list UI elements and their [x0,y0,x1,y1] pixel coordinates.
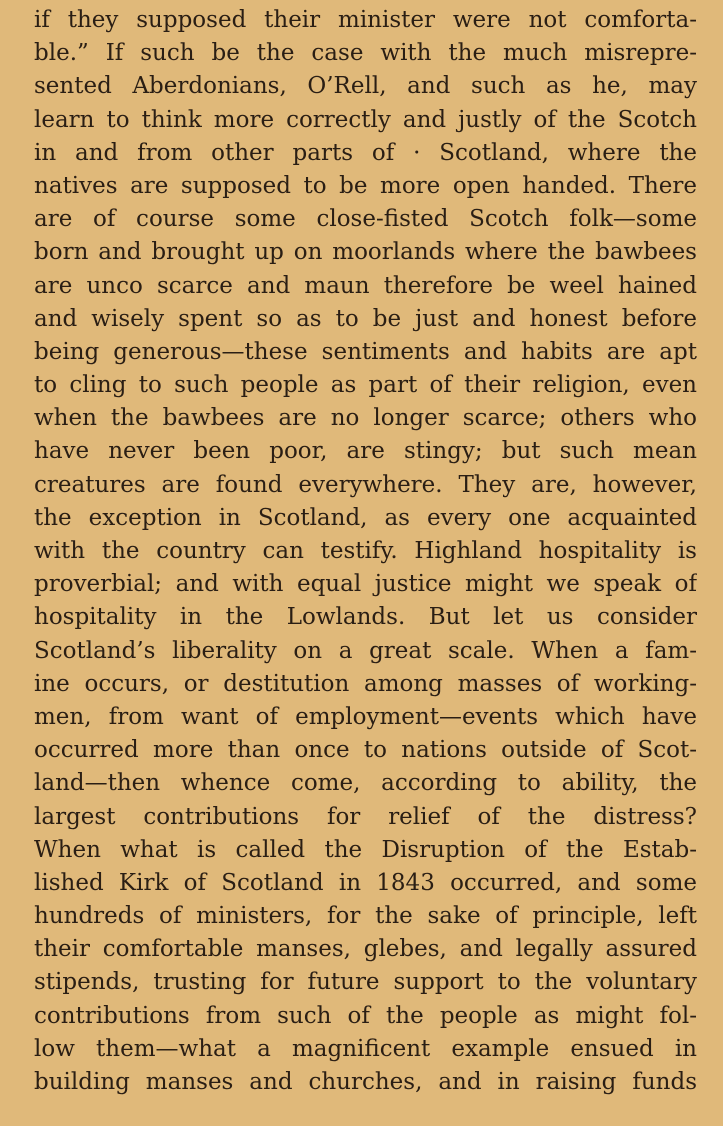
text-line: ine occurs, or destitution among masses of working- [34,670,697,697]
text-line: are unco scarce and maun therefore be weel hained [34,272,697,299]
text-line: building manses and churches, and in raising funds [34,1069,697,1095]
text-line: largest contributions for relief of the distress? [34,803,697,830]
text-line: when the bawbees are no longer scarce; others who [34,405,697,432]
text-line: being generous—these sentiments and habits are apt [34,338,697,365]
text-line: have never been poor, are stingy; but such mean [34,438,697,465]
text-line: hospitality in the Lowlands. But let us consider [34,604,697,631]
text-line: land—then whence come, according to ability, the [34,770,697,797]
text-line: and wisely spent so as to be just and honest before [34,305,697,332]
text-line: are of course some close-fisted Scotch folk—some [34,206,697,233]
text-line: natives are supposed to be more open handed. There [34,172,697,199]
text-line: creatures are found everywhere. They are, however, [34,471,697,498]
text-line: sented Aberdonians, O’Rell, and such as he, may [34,73,697,100]
text-line: occurred more than once to nations outside of Scot- [34,737,697,764]
text-line: with the country can testify. Highland hospitality is [34,538,697,564]
text-line: if they supposed their minister were not comforta- [34,7,697,33]
text-line: lished Kirk of Scotland in 1843 occurred, and some [34,869,697,896]
text-line: learn to think more correctly and justly of the Scotch [34,106,697,133]
page-text [34,4,697,1099]
text-line: proverbial; and with equal justice might we speak of [34,571,697,598]
text-line: born and brought up on moorlands where the bawbees [34,239,697,266]
text-line: low them—what a magnificent example ensued in [34,1035,697,1062]
text-line: in and from other parts of · Scotland, where the [34,139,697,166]
text-line: their comfortable manses, glebes, and legally assured [34,936,697,963]
text-line: contributions from such of the people as might fol- [34,1002,697,1029]
text-line: stipends, trusting for future support to the voluntary [34,969,697,996]
text-line: ble.” If such be the case with the much misrepre- [34,40,697,67]
text-line: to cling to such people as part of their religion, even [34,372,697,399]
text-line: men, from want of employment—events which have [34,703,697,730]
text-line: the exception in Scotland, as every one acquainted [34,504,697,531]
text-line: When what is called the Disruption of the Estab- [34,836,697,863]
text-line: Scotland’s liberality on a great scale. When a fam- [34,637,697,664]
text-line: hundreds of ministers, for the sake of principle, left [34,903,697,930]
